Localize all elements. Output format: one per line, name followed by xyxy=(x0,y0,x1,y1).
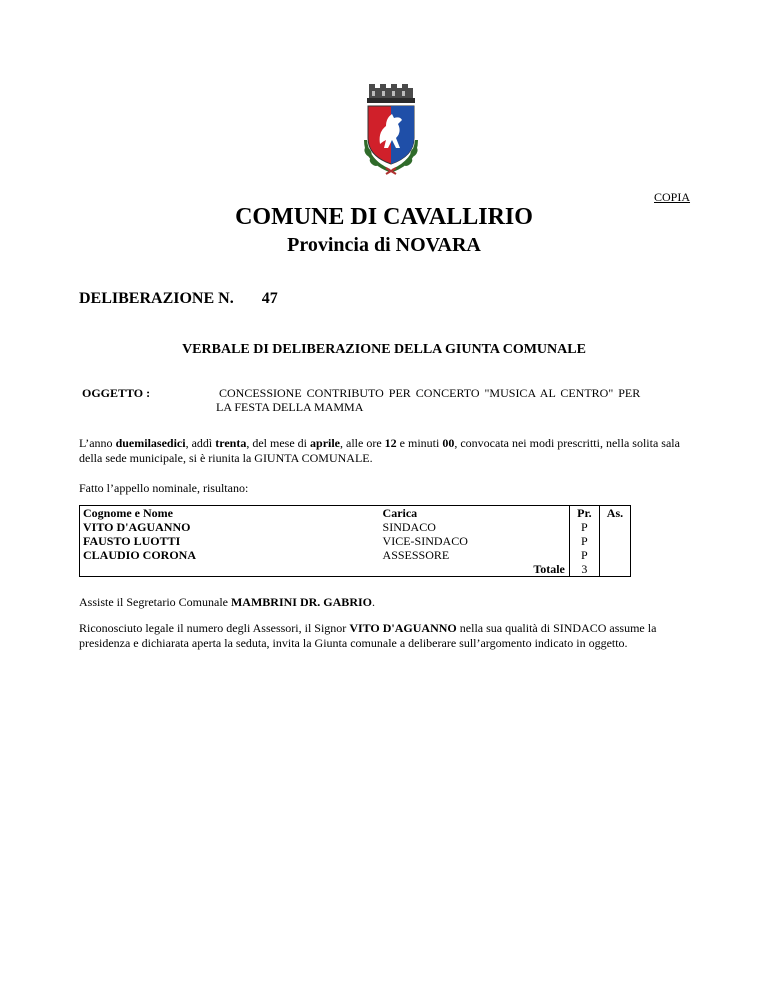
intro-text: L’anno xyxy=(79,436,116,450)
intro-text: e minuti xyxy=(396,436,443,450)
table-row xyxy=(80,520,631,534)
member-name: FAUSTO LUOTTI xyxy=(83,534,181,548)
riconosciuto-text: Riconosciuto legale il numero degli Assessori, il Signor xyxy=(79,621,350,635)
totale-label: Totale xyxy=(533,562,565,576)
riconosciuto-paragraph xyxy=(79,621,699,651)
member-pr: P xyxy=(569,520,599,534)
header-pr: Pr. xyxy=(569,506,599,521)
table-row xyxy=(80,548,631,562)
deliberazione-heading xyxy=(79,290,278,308)
member-carica: SINDACO xyxy=(382,520,436,534)
totale-pr: 3 xyxy=(569,562,599,577)
oggetto-text xyxy=(216,386,696,414)
oggetto-line-2: LA FESTA DELLA MAMMA xyxy=(216,400,364,414)
crown-icon xyxy=(367,84,415,103)
member-as xyxy=(599,548,630,562)
minuti-value: 00 xyxy=(442,436,455,450)
riconosciuto-text: nella sua qualità di SINDACO assume la presidenza e dichiarata aperta la seduta, invita la Giunta comunale a deliberare sull’argomento indicato in oggetto. xyxy=(79,621,657,650)
oggetto-label: OGGETTO : xyxy=(82,386,151,400)
anno-value: duemilasedici xyxy=(115,436,186,450)
segretario-name: MAMBRINI DR. GABRIO xyxy=(230,595,372,609)
members-table xyxy=(79,505,631,577)
segretario-paragraph xyxy=(79,595,699,610)
copy-label: COPIA xyxy=(654,190,691,204)
mese-value: aprile xyxy=(310,436,341,450)
segretario-text: Assiste il Segretario Comunale xyxy=(79,595,231,609)
member-carica: VICE-SINDACO xyxy=(382,534,468,548)
sindaco-name: VITO D'AGUANNO xyxy=(349,621,457,635)
segretario-text: . xyxy=(371,595,375,609)
member-as xyxy=(599,534,630,548)
totale-as xyxy=(599,562,630,577)
total-spacer xyxy=(80,562,380,577)
member-carica: ASSESSORE xyxy=(382,548,450,562)
table-header-row xyxy=(80,506,631,521)
municipal-crest xyxy=(356,82,426,178)
deliberazione-number: 47 xyxy=(261,290,278,307)
table-row xyxy=(80,534,631,548)
ore-value: 12 xyxy=(384,436,397,450)
giorno-value: trenta xyxy=(215,436,247,450)
member-as xyxy=(599,520,630,534)
intro-paragraph xyxy=(79,436,699,466)
intro-text: , alle ore xyxy=(340,436,385,450)
deliberazione-label: DELIBERAZIONE N. xyxy=(79,290,234,307)
intro-text: , convocata nei modi prescritti, nella solita sala della sede municipale, si è riunita la GIUNTA COMUNALE. xyxy=(79,436,680,465)
provincia-title: Provincia di NOVARA xyxy=(287,234,481,256)
comune-title: COMUNE DI CAVALLIRIO xyxy=(235,204,533,230)
header-as: As. xyxy=(606,506,624,520)
header-name: Cognome e Nome xyxy=(83,506,173,520)
member-pr: P xyxy=(569,548,599,562)
oggetto-line-1: CONCESSIONE CONTRIBUTO PER CONCERTO "MUSICA AL CENTRO" PER xyxy=(219,386,641,400)
shield-icon xyxy=(368,106,414,164)
member-name: CLAUDIO CORONA xyxy=(83,548,197,562)
table-total-row xyxy=(80,562,631,577)
member-pr: P xyxy=(569,534,599,548)
verbale-heading: VERBALE DI DELIBERAZIONE DELLA GIUNTA COMUNALE xyxy=(182,342,586,357)
appello-text: Fatto l’appello nominale, risultano: xyxy=(79,481,249,495)
header-carica: Carica xyxy=(382,506,418,520)
intro-text: , del mese di xyxy=(246,436,311,450)
intro-text: , addì xyxy=(185,436,216,450)
member-name: VITO D'AGUANNO xyxy=(83,520,191,534)
